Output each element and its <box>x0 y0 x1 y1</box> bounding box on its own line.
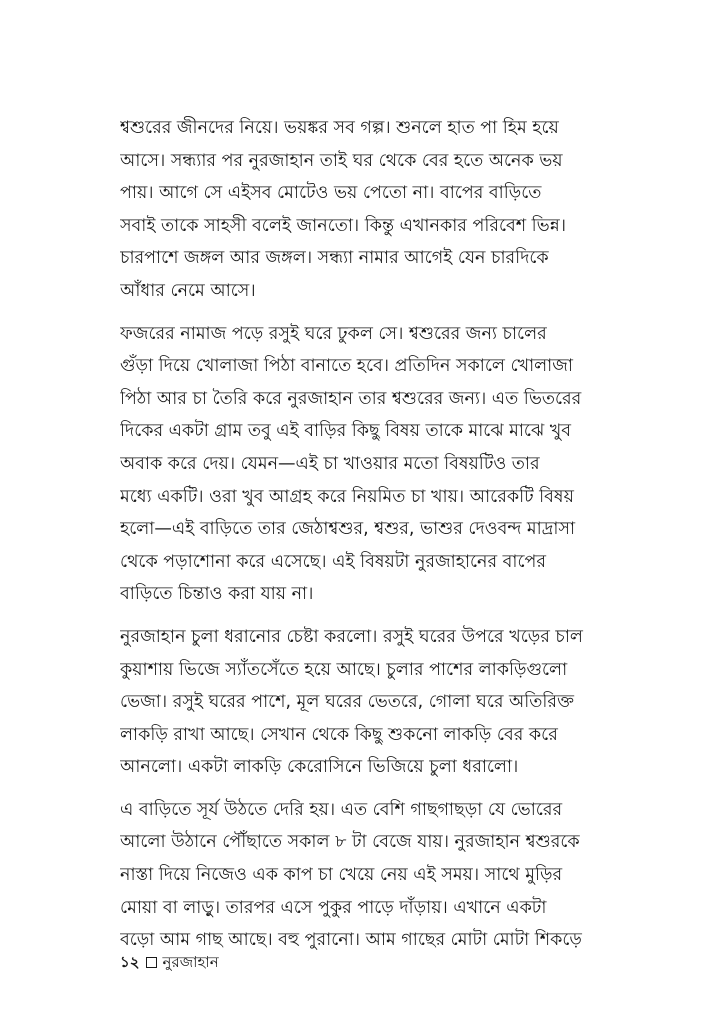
text-line: ফজরের নামাজ পড়ে রসুই ঘরে ঢুকল সে। শ্বশুরের জন্য চালের <box>120 323 547 344</box>
page-footer <box>120 952 219 972</box>
page-number: ১২ <box>120 953 140 971</box>
text-line: থেকে পড়াশোনা করে এসেছে। এই বিষয়টা নুরজাহানের বাপের <box>120 551 547 572</box>
text-line: মোয়া বা লাড়ু। তারপর এসে পুকুর পাড়ে দাঁড়ায়। এখানে একটা <box>120 897 547 918</box>
running-title: নুরজাহান <box>162 953 219 971</box>
text-line: সবাই তাকে সাহসী বলেই জানতো। কিন্তু এখানকার পরিবেশ ভিন্ন। <box>120 215 566 236</box>
text-line: ভেজা। রসুই ঘরের পাশে, মূল ঘরের ভেতরে, গোলা ঘরে অতিরিক্ত <box>120 692 574 713</box>
text-line: পায়। আগে সে এইসব মোটেও ভয় পেতো না। বাপের বাড়িতে <box>120 183 542 204</box>
text-line: এ বাড়িতে সূর্য উঠতে দেরি হয়। এত বেশি গাছগাছড়া যে ভোরের <box>120 799 563 820</box>
text-line: বড়ো আম গাছ আছে। বহু পুরানো। আম গাছের মোটা মোটা শিকড়ে <box>120 930 582 951</box>
text-line: গুঁড়া দিয়ে খোলাজা পিঠা বানাতে হবে। প্রতিদিন সকালে খোলাজা <box>120 356 573 377</box>
paragraph-4 <box>120 794 602 957</box>
text-line: বাড়িতে চিন্তাও করা যায় না। <box>120 584 314 605</box>
body-text <box>120 112 602 967</box>
text-line: লাকড়ি রাখা আছে। সেখান থেকে কিছু শুকনো লাকড়ি বের করে <box>120 724 558 745</box>
text-line: নাস্তা দিয়ে নিজেও এক কাপ চা খেয়ে নেয় এই সময়। সাথে মুড়ির <box>120 865 563 886</box>
text-line: দিকের একটা গ্রাম তবু এই বাড়ির কিছু বিষয় তাকে মাঝে মাঝে খুব <box>120 421 571 442</box>
paragraph-2 <box>120 318 602 611</box>
text-line: আঁধার নেমে আসে। <box>120 280 256 301</box>
text-line: পিঠা আর চা তৈরি করে নুরজাহান তার শ্বশুরের জন্য। এত ভিতরের <box>120 388 582 409</box>
text-line: চারপাশে জঙ্গল আর জঙ্গল। সন্ধ্যা নামার আগেই যেন চারদিকে <box>120 248 549 269</box>
text-line: হলো—এই বাড়িতে তার জেঠাশ্বশুর, শ্বশুর, ভাশুর দেওবন্দ মাদ্রাসা <box>120 519 576 540</box>
text-line: আনলো। একটা লাকড়ি কেরোসিনে ভিজিয়ে চুলা ধরালো। <box>120 757 519 778</box>
text-line: আসে। সন্ধ্যার পর নুরজাহান তাই ঘর থেকে বের হতে অনেক ভয় <box>120 150 563 171</box>
paragraph-1 <box>120 112 602 308</box>
text-line: কুয়াশায় ভিজে স্যাঁতসেঁতে হয়ে আছে। চুলার পাশের লাকড়িগুলো <box>120 659 568 680</box>
paragraph-3 <box>120 621 602 784</box>
text-line: নুরজাহান চুলা ধরানোর চেষ্টা করলো। রসুই ঘরের উপরে খড়ের চাল <box>120 626 583 647</box>
text-line: শ্বশুরের জীনদের নিয়ে। ভয়ঙ্কর সব গল্প। শুনলে হাত পা হিম হয়ে <box>120 118 559 138</box>
text-line: অবাক করে দেয়। যেমন—এই চা খাওয়ার মতো বিষয়টিও তার <box>120 453 540 474</box>
text-line: মধ্যে একটি। ওরা খুব আগ্রহ করে নিয়মিত চা খায়। আরেকটি বিষয় <box>120 486 574 507</box>
square-separator-icon <box>146 957 157 968</box>
text-line: আলো উঠানে পৌঁছাতে সকাল ৮ টা বেজে যায়। নুরজাহান শ্বশুরকে <box>120 832 580 853</box>
